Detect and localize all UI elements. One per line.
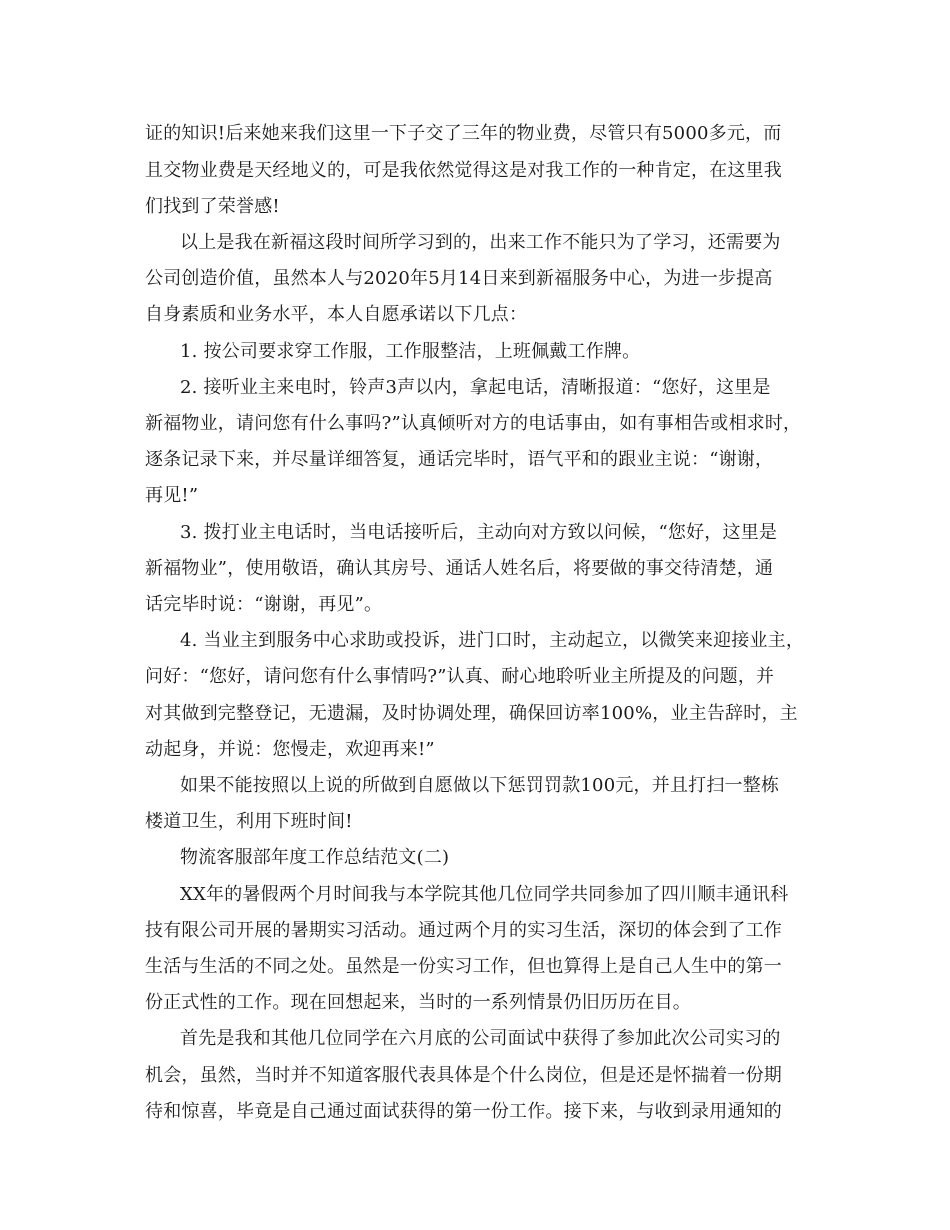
text-line: 且交物业费是天经地义的，可是我依然觉得这是对我工作的一种肯定，在这里我 (145, 160, 782, 181)
section-heading: 物流客服部年度工作总结范文(二) (180, 847, 450, 868)
paragraph-start-line: 首先是我和其他几位同学在六月底的公司面试中获得了参加此次公司实习的 (180, 1028, 781, 1049)
list-item-4: 4. 当业主到服务中心求助或投诉，进门口时，主动起立，以微笑来迎接业主， (180, 630, 805, 651)
text-line: 对其做到完整登记，无遗漏，及时协调处理，确保回访率100%，业主告辞时，主 (145, 703, 798, 724)
text-line: 待和惊喜，毕竟是自己通过面试获得的第一份工作。接下来，与收到录用通知的 (145, 1101, 782, 1122)
text-line: 机会，虽然，当时并不知道客服代表具体是个什么岗位，但是还是怀揣着一份期 (145, 1065, 782, 1086)
text-line: 楼道卫生，利用下班时间! (145, 811, 353, 832)
text-line: 话完毕时说：“谢谢，再见”。 (145, 594, 383, 615)
list-item-1: 1. 按公司要求穿工作服，工作服整洁，上班佩戴工作牌。 (180, 341, 641, 362)
text-line: 证的知识!后来她来我们这里一下子交了三年的物业费，尽管只有5000多元，而 (145, 123, 782, 144)
text-line: 新福物业”，使用敬语，确认其房号、通话人姓名后，将要做的事交待清楚，通 (145, 558, 774, 579)
paragraph-start-line: XX年的暑假两个月时间我与本学院其他几位同学共同参加了四川顺丰通讯科 (180, 884, 789, 905)
text-line: 份正式性的工作。现在回想起来，当时的一系列情景仍旧历历在目。 (145, 992, 691, 1013)
text-line: 公司创造价值，虽然本人与2020年5月14日来到新福服务中心，为进一步提高 (145, 268, 773, 289)
text-line: 新福物业，请问您有什么事吗?”认真倾听对方的电话事由，如有事相告或相求时， (145, 413, 802, 434)
text-line: 技有限公司开展的暑期实习活动。通过两个月的实习生活，深切的体会到了工作 (145, 920, 782, 941)
text-line: 动起身，并说：您慢走，欢迎再来!” (145, 739, 435, 760)
text-line: 再见!” (145, 485, 199, 506)
paragraph-start-line: 以上是我在新福这段时间所学习到的，出来工作不能只为了学习，还需要为 (180, 232, 781, 253)
paragraph-start-line: 如果不能按照以上说的所做到自愿做以下惩罚罚款100元，并且打扫一整栋 (180, 775, 780, 796)
text-line: 们找到了荣誉感! (145, 196, 280, 217)
list-item-3: 3. 拨打业主电话时，当电话接听后，主动向对方致以问候，“您好，这里是 (180, 522, 778, 543)
text-line: 生活与生活的不同之处。虽然是一份实习工作，但也算得上是自己人生中的第一 (145, 956, 782, 977)
text-line: 逐条记录下来，并尽量详细答复，通话完毕时，语气平和的跟业主说：“谢谢， (145, 449, 774, 470)
text-line: 自身素质和业务水平，本人自愿承诺以下几点： (145, 304, 528, 325)
text-line: 问好：“您好，请问您有什么事情吗?”认真、耐心地聆听业主所提及的问题，并 (145, 666, 775, 687)
list-item-2: 2. 接听业主来电时，铃声3声以内，拿起电话，清晰报道：“您好，这里是 (180, 377, 771, 398)
